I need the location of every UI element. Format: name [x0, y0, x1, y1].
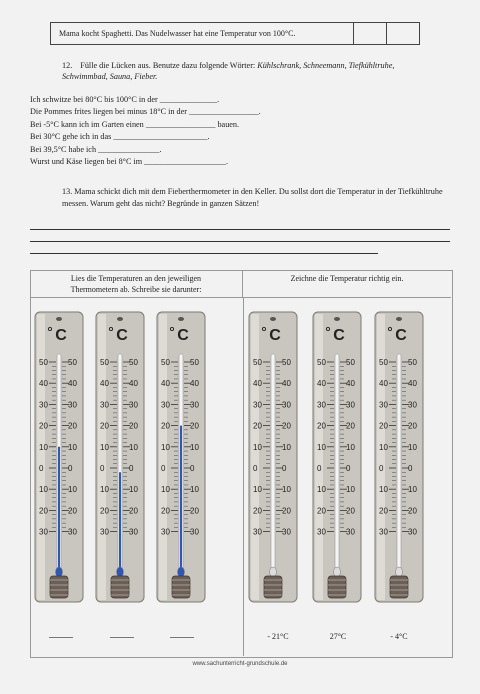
thermometer-highlight — [159, 314, 167, 600]
thermometer-highlight — [98, 314, 106, 600]
scale-label: 10 — [379, 442, 388, 452]
unit-label: C — [55, 327, 67, 344]
scale-label: 0 — [129, 464, 134, 473]
scale-label: 30 — [39, 527, 48, 537]
scale-label: 50 — [39, 358, 48, 367]
thermometer-highlight — [251, 314, 259, 600]
read-thermometer[interactable] — [95, 310, 145, 607]
draw-thermometer[interactable] — [248, 310, 298, 607]
scale-label: 30 — [317, 400, 326, 410]
draw-thermometer[interactable] — [312, 310, 362, 607]
read-thermometer[interactable] — [34, 310, 84, 607]
scale-label: 40 — [100, 379, 109, 389]
scale-label: 10 — [100, 485, 109, 495]
glass-tube — [397, 354, 401, 580]
scale-label: 30 — [39, 400, 48, 410]
scale-label: 10 — [129, 442, 138, 452]
scale-label: 20 — [68, 421, 77, 431]
scale-label: 0 — [282, 464, 287, 473]
question-12 — [62, 60, 442, 82]
hanging-hole — [396, 317, 402, 321]
scale-label: 0 — [253, 464, 258, 473]
scale-label: 10 — [190, 442, 199, 452]
scale-label: 30 — [161, 527, 170, 537]
scale-label: 30 — [408, 527, 417, 537]
liquid-column — [180, 426, 182, 572]
scale-label: 10 — [346, 485, 355, 495]
scale-label: 40 — [346, 379, 355, 389]
liquid-column — [58, 447, 60, 572]
cloze-sentences — [30, 94, 261, 168]
scale-label: 20 — [408, 506, 417, 516]
scale-label: 30 — [100, 400, 109, 410]
scale-label: 50 — [317, 358, 326, 367]
unit-label: C — [269, 327, 281, 344]
scale-label: 30 — [129, 527, 138, 537]
scale-label: 10 — [190, 485, 199, 495]
thermometer-bulb — [334, 567, 341, 577]
scale-label: 20 — [282, 421, 291, 431]
scale-label: 10 — [100, 442, 109, 452]
read-thermometer[interactable] — [156, 310, 206, 607]
question-number: 12. — [62, 61, 73, 70]
cloze-sentence[interactable]: Bei 39,5°C habe ich _______________. — [30, 144, 162, 154]
read-task-header-line: Lies die Temperaturen an den jeweiligen — [70, 274, 202, 283]
scale-label: 20 — [317, 506, 326, 516]
footer-url: www.sachunterricht-grundschule.de — [192, 661, 288, 667]
scale-label: 30 — [129, 400, 138, 410]
hanging-hole — [56, 317, 62, 321]
question-12-intro: Fülle die Lücken aus. Benutze dazu folgende Wörter: — [80, 61, 256, 70]
scale-label: 30 — [346, 400, 355, 410]
scale-label: 20 — [129, 421, 138, 431]
scale-label: 20 — [408, 421, 417, 431]
answer-line[interactable] — [30, 241, 450, 242]
scale-label: 0 — [346, 464, 351, 473]
hanging-hole — [334, 317, 340, 321]
scale-label: 10 — [282, 485, 291, 495]
question-13-text: Mama schickt dich mit dem Fieberthermometer in den Keller. Du sollst dort die Temperatur in der Tiefkühltruhe messen. Warum geht das nicht? Begründe in ganzen Sätzen! — [62, 187, 443, 208]
unit-label: C — [395, 327, 407, 344]
unit-label: C — [116, 327, 128, 344]
cloze-sentence[interactable]: Die Pommes frites liegen bei minus 18°C in der _________________. — [30, 107, 261, 117]
scale-label: 10 — [408, 442, 417, 452]
scale-label: 10 — [379, 485, 388, 495]
thermometer-highlight — [377, 314, 385, 600]
scale-label: 20 — [39, 421, 48, 431]
scale-label: 40 — [129, 379, 138, 389]
cloze-sentence[interactable]: Wurst und Käse liegen bei 8°C im ____________________. — [30, 157, 229, 167]
scale-label: 50 — [346, 358, 355, 367]
unit-label: C — [177, 327, 189, 344]
scale-label: 50 — [379, 358, 388, 367]
panel-divider — [243, 298, 244, 656]
thermometer-bulb — [117, 567, 124, 577]
target-temperature: - 21°C — [267, 632, 289, 641]
scale-label: 30 — [346, 527, 355, 537]
question-13 — [62, 186, 452, 209]
scale-label: 0 — [161, 464, 166, 473]
scale-label: 0 — [190, 464, 195, 473]
scale-label: 50 — [408, 358, 417, 367]
scale-label: 50 — [190, 358, 199, 367]
scale-label: 20 — [317, 421, 326, 431]
scale-label: 50 — [253, 358, 262, 367]
scale-label: 40 — [282, 379, 291, 389]
thermometer-bulb — [396, 567, 403, 577]
top-row-check-cell[interactable] — [387, 23, 419, 44]
top-answer-row — [50, 22, 420, 45]
hanging-hole — [270, 317, 276, 321]
scale-label: 40 — [408, 379, 417, 389]
scale-label: 20 — [253, 421, 262, 431]
target-temperature: 27°C — [329, 632, 347, 641]
scale-label: 20 — [129, 506, 138, 516]
scale-label: 0 — [39, 464, 44, 473]
scale-label: 40 — [253, 379, 262, 389]
scale-label: 10 — [68, 485, 77, 495]
thermometer-bulb — [270, 567, 277, 577]
scale-label: 50 — [68, 358, 77, 367]
scale-label: 40 — [190, 379, 199, 389]
scale-label: 0 — [408, 464, 413, 473]
scale-label: 40 — [317, 379, 326, 389]
scale-label: 0 — [379, 464, 384, 473]
scale-label: 30 — [408, 400, 417, 410]
scale-label: 20 — [253, 506, 262, 516]
cloze-sentence[interactable]: Bei -5°C kann ich im Garten einen _________________ bauen. — [30, 119, 240, 129]
scale-label: 30 — [68, 400, 77, 410]
thermometer-bulb — [178, 567, 185, 577]
scale-label: 30 — [282, 527, 291, 537]
answer-line[interactable] — [30, 229, 450, 230]
scale-label: 40 — [379, 379, 388, 389]
scale-label: 20 — [346, 506, 355, 516]
cloze-sentence[interactable]: Ich schwitze bei 80°C bis 100°C in der ______________. — [30, 95, 220, 104]
hanging-hole — [178, 317, 184, 321]
scale-label: 30 — [190, 400, 199, 410]
read-task-header-line: Thermometern ab. Schreibe sie darunter: — [70, 285, 202, 294]
question-12-words: Kühlschrank, Schneemann, Tiefkühltruhe, Schwimmbad, Sauna, Fieber. — [62, 61, 395, 81]
scale-label: 20 — [161, 506, 170, 516]
hanging-hole — [117, 317, 123, 321]
scale-label: 20 — [190, 506, 199, 516]
draw-task-header-text: Zeichne die Temperatur richtig ein. — [290, 274, 404, 283]
top-row-text: Mama kocht Spaghetti. Das Nudelwasser hat eine Temperatur von 100°C. — [51, 23, 354, 44]
scale-label: 10 — [317, 485, 326, 495]
scale-label: 10 — [39, 485, 48, 495]
scale-label: 20 — [282, 506, 291, 516]
answer-blank[interactable] — [170, 637, 194, 638]
scale-label: 10 — [253, 442, 262, 452]
answer-blank[interactable] — [49, 637, 73, 638]
scale-label: 20 — [39, 506, 48, 516]
answer-line[interactable] — [30, 253, 378, 254]
draw-thermometer[interactable] — [374, 310, 424, 607]
scale-label: 40 — [161, 379, 170, 389]
scale-label: 30 — [68, 527, 77, 537]
scale-label: 20 — [161, 421, 170, 431]
thermometer-bulb — [56, 567, 63, 577]
scale-label: 30 — [253, 400, 262, 410]
scale-label: 20 — [100, 421, 109, 431]
scale-label: 30 — [161, 400, 170, 410]
target-temperature: - 4°C — [390, 632, 408, 641]
draw-task-header — [243, 270, 451, 298]
scale-label: 50 — [129, 358, 138, 367]
scale-label: 10 — [161, 485, 170, 495]
scale-label: 0 — [100, 464, 105, 473]
liquid-column — [119, 472, 121, 572]
scale-label: 30 — [379, 527, 388, 537]
scale-label: 20 — [68, 506, 77, 516]
scale-label: 20 — [190, 421, 199, 431]
scale-label: 10 — [253, 485, 262, 495]
scale-label: 50 — [100, 358, 109, 367]
scale-label: 50 — [282, 358, 291, 367]
scale-label: 30 — [100, 527, 109, 537]
thermometer-highlight — [37, 314, 45, 600]
scale-label: 10 — [317, 442, 326, 452]
scale-label: 0 — [68, 464, 73, 473]
cloze-sentence[interactable]: Bei 30°C gehe ich in das _______________________. — [30, 132, 210, 142]
scale-label: 10 — [39, 442, 48, 452]
scale-label: 20 — [379, 421, 388, 431]
scale-label: 10 — [282, 442, 291, 452]
unit-label: C — [333, 327, 345, 344]
scale-label: 30 — [379, 400, 388, 410]
thermometer-highlight — [315, 314, 323, 600]
glass-tube — [271, 354, 275, 580]
read-task-header — [30, 270, 243, 298]
scale-label: 10 — [129, 485, 138, 495]
scale-label: 20 — [100, 506, 109, 516]
scale-label: 20 — [346, 421, 355, 431]
scale-label: 50 — [161, 358, 170, 367]
scale-label: 30 — [317, 527, 326, 537]
scale-label: 10 — [68, 442, 77, 452]
scale-label: 30 — [253, 527, 262, 537]
scale-label: 40 — [39, 379, 48, 389]
scale-label: 10 — [408, 485, 417, 495]
scale-label: 30 — [282, 400, 291, 410]
answer-blank[interactable] — [110, 637, 134, 638]
question-number: 13. — [62, 187, 73, 196]
scale-label: 40 — [68, 379, 77, 389]
glass-tube — [335, 354, 339, 580]
scale-label: 20 — [379, 506, 388, 516]
scale-label: 10 — [161, 442, 170, 452]
scale-label: 10 — [346, 442, 355, 452]
top-row-check-cell[interactable] — [354, 23, 387, 44]
scale-label: 30 — [190, 527, 199, 537]
scale-label: 0 — [317, 464, 322, 473]
